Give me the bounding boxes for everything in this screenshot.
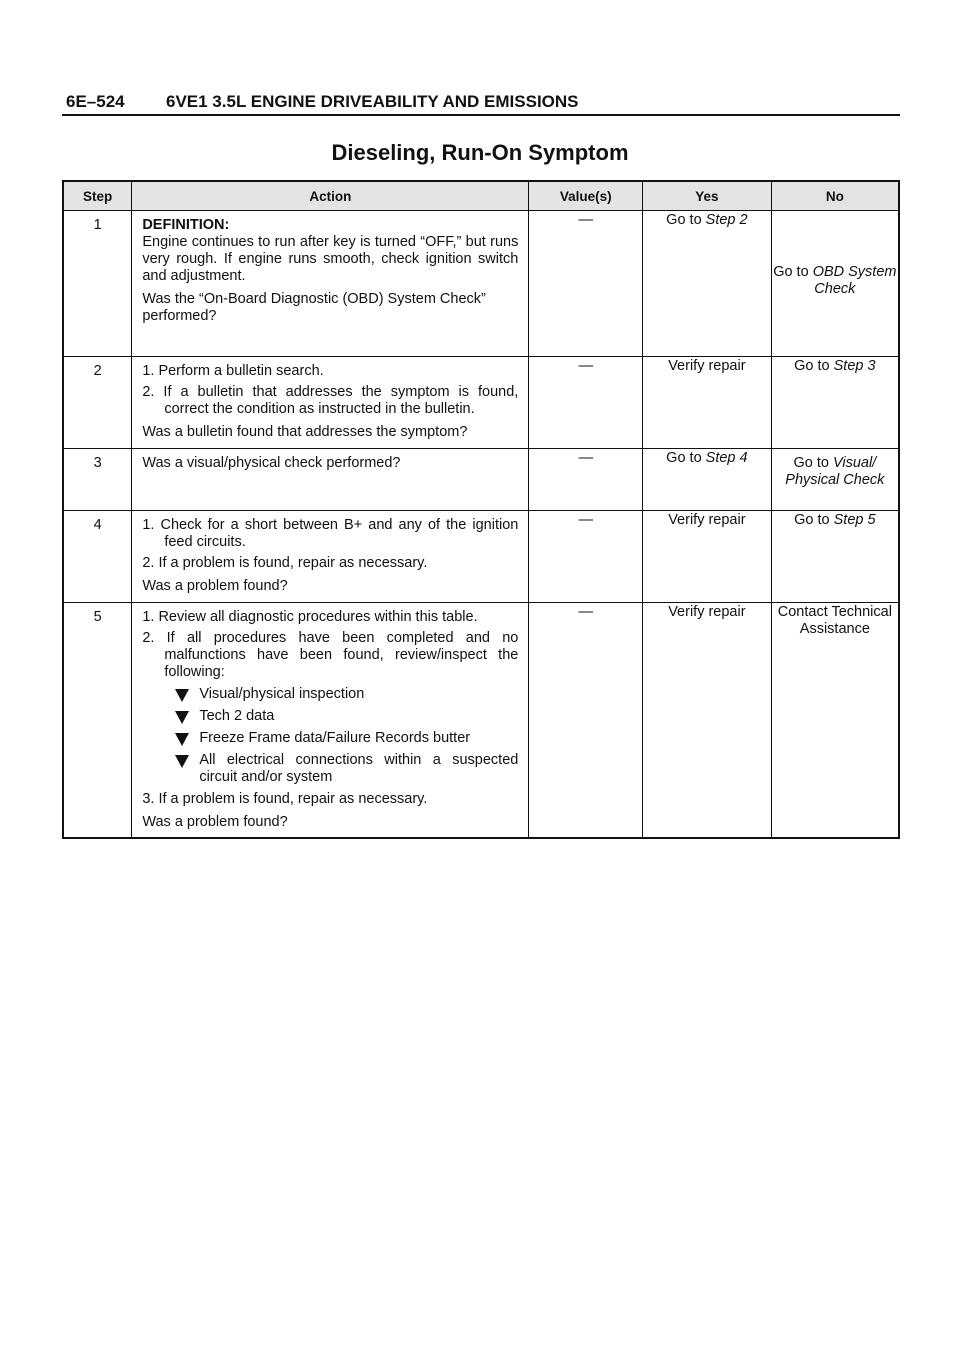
diagnostic-table <box>62 180 900 839</box>
step-number: 1 <box>63 211 132 357</box>
step-number: 2 <box>63 357 132 449</box>
no-cell <box>771 211 899 357</box>
col-no-header: No <box>771 181 899 211</box>
no-prefix: Go to <box>773 264 809 280</box>
list-item: 2. If a problem is found, repair as necessary. <box>142 555 428 571</box>
definition-label: DEFINITION: <box>142 217 230 233</box>
question-text: Was the “On-Board Diagnostic (OBD) System Check” performed? <box>142 291 486 324</box>
value-cell: — <box>529 511 643 603</box>
col-yes-header: Yes <box>643 181 772 211</box>
no-link[interactable]: Visual/ Physical Check <box>785 455 885 488</box>
no-link[interactable]: Step 5 <box>833 512 876 528</box>
no-cell <box>771 357 899 449</box>
no-link[interactable]: Step 3 <box>833 358 876 374</box>
yes-link[interactable]: Step 4 <box>705 450 748 466</box>
action-cell <box>132 511 529 603</box>
table-row <box>63 449 899 511</box>
yes-prefix: Go to <box>666 450 702 466</box>
list-item: 1. Check for a short between B+ and any of the ignition feed circuits. <box>142 517 519 550</box>
question-text: Was a problem found? <box>142 578 288 594</box>
col-values-header: Value(s) <box>529 181 643 211</box>
page-number: 6E–524 <box>66 92 125 111</box>
table-row <box>63 603 899 839</box>
value-cell: — <box>529 449 643 511</box>
yes-cell: Verify repair <box>643 511 772 603</box>
triangle-bullet-icon <box>175 711 189 724</box>
yes-cell <box>643 211 772 357</box>
step-number: 3 <box>63 449 132 511</box>
step-number: 5 <box>63 603 132 839</box>
table-row <box>63 357 899 449</box>
no-prefix: Go to <box>793 455 829 471</box>
no-link[interactable]: OBD System Check <box>812 264 897 297</box>
value-cell: — <box>529 603 643 839</box>
action-cell <box>132 603 529 839</box>
triangle-bullet-icon <box>175 755 189 768</box>
yes-prefix: Go to <box>666 212 702 228</box>
bullet-item: All electrical connections within a suspected circuit and/or system <box>142 752 518 786</box>
question-text: Was a visual/physical check performed? <box>142 455 401 471</box>
value-cell: — <box>529 357 643 449</box>
step-number: 4 <box>63 511 132 603</box>
no-prefix: Go to <box>794 512 830 528</box>
col-action-header: Action <box>132 181 529 211</box>
list-item: 2. If all procedures have been completed and no malfunctions have been found, review/inspect the following: <box>142 630 519 680</box>
question-text: Was a bulletin found that addresses the symptom? <box>142 424 468 440</box>
list-item: 3. If a problem is found, repair as necessary. <box>142 791 428 807</box>
triangle-bullet-icon <box>175 733 189 746</box>
list-item: 2. If a bulletin that addresses the symptom is found, correct the condition as instructed in the bulletin. <box>142 384 519 417</box>
action-cell <box>132 449 529 511</box>
no-cell: Contact Technical Assistance <box>771 603 899 839</box>
section-title: 6VE1 3.5L ENGINE DRIVEABILITY AND EMISSIONS <box>166 92 579 111</box>
no-cell <box>771 449 899 511</box>
table-row <box>63 211 899 357</box>
question-text: Was a problem found? <box>142 814 288 830</box>
action-cell <box>132 357 529 449</box>
table-row <box>63 511 899 603</box>
action-cell <box>132 211 529 357</box>
no-prefix: Go to <box>794 358 830 374</box>
yes-cell: Verify repair <box>643 603 772 839</box>
document-title: Dieseling, Run-On Symptom <box>331 140 629 165</box>
yes-link[interactable]: Step 2 <box>705 212 748 228</box>
col-step-header: Step <box>63 181 132 211</box>
value-cell: — <box>529 211 643 357</box>
bullet-item: Freeze Frame data/Failure Records butter <box>142 730 518 747</box>
list-item: 1. Perform a bulletin search. <box>142 363 324 379</box>
list-item: 1. Review all diagnostic procedures within this table. <box>142 609 478 625</box>
definition-text: Engine continues to run after key is turned “OFF,” but runs very rough. If engine runs smooth, check ignition switch and adjustment. <box>142 234 519 284</box>
yes-cell <box>643 449 772 511</box>
bullet-item: Tech 2 data <box>142 708 518 725</box>
page-header <box>62 88 900 116</box>
table-header-row <box>63 181 899 211</box>
triangle-bullet-icon <box>175 689 189 702</box>
yes-cell: Verify repair <box>643 357 772 449</box>
bullet-item: Visual/physical inspection <box>142 686 518 703</box>
no-cell <box>771 511 899 603</box>
